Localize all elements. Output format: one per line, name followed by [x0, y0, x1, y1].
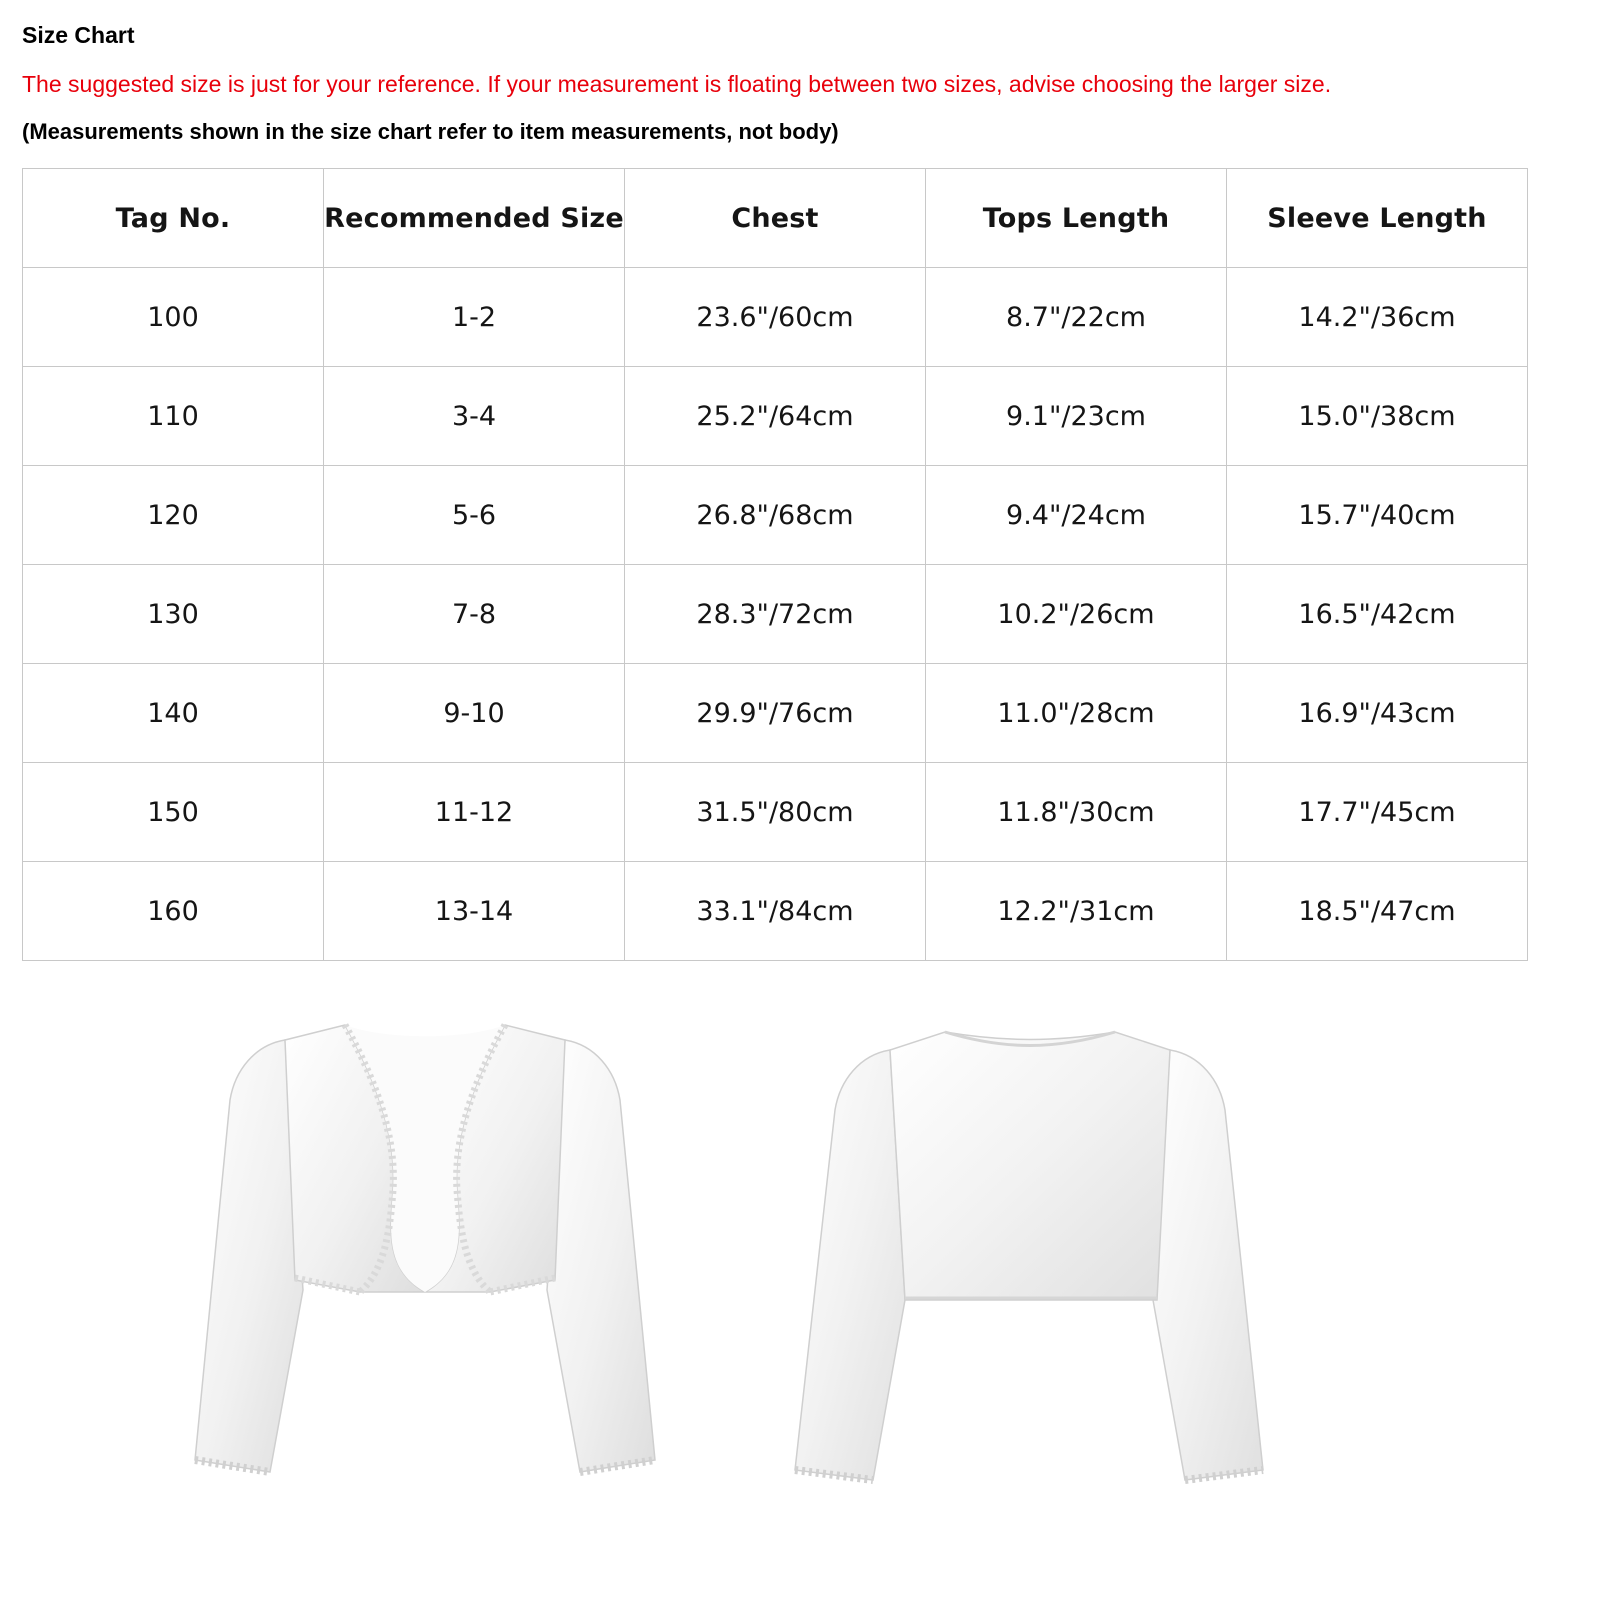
- cell-tops-length: 8.7"/22cm: [926, 268, 1227, 367]
- bolero-front-image: [185, 1010, 675, 1510]
- cell-tops-length: 11.8"/30cm: [926, 763, 1227, 862]
- cell-recommended-size: 9-10: [324, 664, 625, 763]
- table-row: [23, 664, 1528, 763]
- cell-sleeve-length: 15.7"/40cm: [1227, 466, 1528, 565]
- cell-sleeve-length: 14.2"/36cm: [1227, 268, 1528, 367]
- bolero-back-image: [785, 1010, 1275, 1510]
- cell-sleeve-length: 16.9"/43cm: [1227, 664, 1528, 763]
- size-reference-notice: The suggested size is just for your reference. If your measurement is floating between two sizes, advise choosing the larger size.: [22, 71, 1332, 97]
- cell-tag-no: 150: [23, 763, 324, 862]
- table-row: [23, 466, 1528, 565]
- column-header-tag-no: Tag No.: [23, 169, 324, 268]
- table-row: [23, 763, 1528, 862]
- cell-tops-length: 10.2"/26cm: [926, 565, 1227, 664]
- cell-sleeve-length: 16.5"/42cm: [1227, 565, 1528, 664]
- cell-chest: 26.8"/68cm: [625, 466, 926, 565]
- cell-recommended-size: 11-12: [324, 763, 625, 862]
- cell-chest: 25.2"/64cm: [625, 367, 926, 466]
- cell-sleeve-length: 18.5"/47cm: [1227, 862, 1528, 961]
- cell-chest: 33.1"/84cm: [625, 862, 926, 961]
- cell-tag-no: 140: [23, 664, 324, 763]
- column-header-chest: Chest: [625, 169, 926, 268]
- cell-recommended-size: 1-2: [324, 268, 625, 367]
- measurement-note: (Measurements shown in the size chart refer to item measurements, not body): [22, 119, 839, 144]
- cell-chest: 28.3"/72cm: [625, 565, 926, 664]
- cell-tops-length: 9.1"/23cm: [926, 367, 1227, 466]
- table-header-row: [23, 169, 1528, 268]
- cell-sleeve-length: 17.7"/45cm: [1227, 763, 1528, 862]
- column-header-sleeve-length: Sleeve Length: [1227, 169, 1528, 268]
- table-row: [23, 268, 1528, 367]
- cell-tops-length: 12.2"/31cm: [926, 862, 1227, 961]
- cell-chest: 29.9"/76cm: [625, 664, 926, 763]
- column-header-tops-length: Tops Length: [926, 169, 1227, 268]
- table-row: [23, 862, 1528, 961]
- product-photos: [0, 1010, 1600, 1530]
- cell-recommended-size: 5-6: [324, 466, 625, 565]
- cell-tag-no: 130: [23, 565, 324, 664]
- cell-tag-no: 120: [23, 466, 324, 565]
- cell-tag-no: 160: [23, 862, 324, 961]
- cell-tag-no: 110: [23, 367, 324, 466]
- cell-recommended-size: 7-8: [324, 565, 625, 664]
- size-table: [22, 168, 1528, 961]
- table-row: [23, 367, 1528, 466]
- cell-tops-length: 9.4"/24cm: [926, 466, 1227, 565]
- table-row: [23, 565, 1528, 664]
- cell-sleeve-length: 15.0"/38cm: [1227, 367, 1528, 466]
- column-header-recommended-size: Recommended Size: [324, 169, 625, 268]
- cell-chest: 23.6"/60cm: [625, 268, 926, 367]
- cell-chest: 31.5"/80cm: [625, 763, 926, 862]
- size-chart-title: Size Chart: [22, 22, 135, 48]
- cell-tag-no: 100: [23, 268, 324, 367]
- cell-recommended-size: 3-4: [324, 367, 625, 466]
- cell-tops-length: 11.0"/28cm: [926, 664, 1227, 763]
- cell-recommended-size: 13-14: [324, 862, 625, 961]
